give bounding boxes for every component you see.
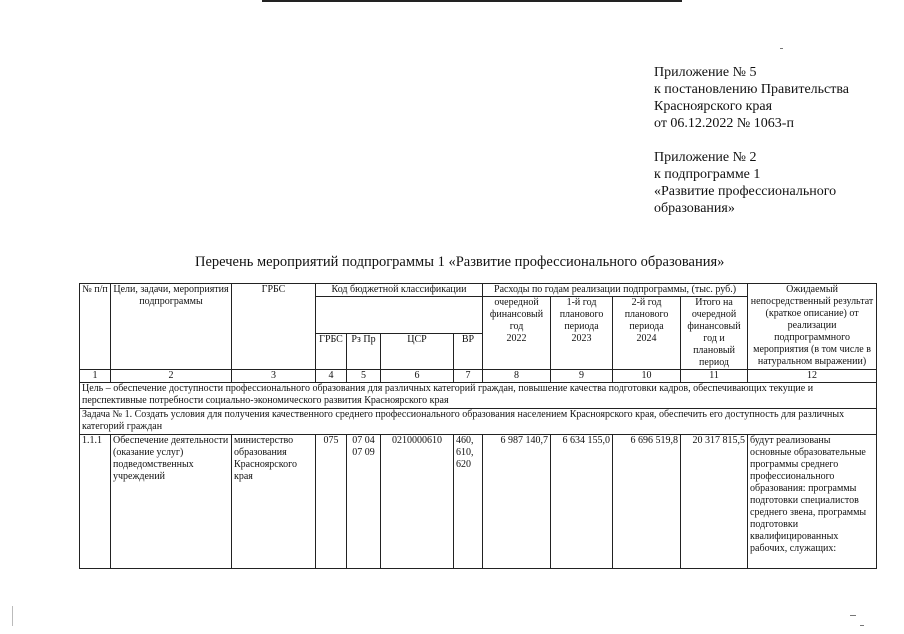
row-num: 1.1.1 (80, 435, 111, 569)
scan-speck (780, 48, 783, 49)
header-next-year-label: очередной финансовый год (489, 297, 544, 332)
row-result: будут реализованы основные образовательные программы среднего профессионального образования: программы подготовки специалистов среднего звена, программы подготовки квалифицированных рабочих, служащих: (748, 435, 877, 569)
annex-5-line: Приложение № 5 (654, 65, 757, 80)
header-year-2024: 2024 (636, 333, 657, 344)
row-csr: 0210000610 (381, 435, 454, 569)
header-grbs: ГРБС (232, 284, 316, 370)
col-number: 4 (316, 370, 347, 383)
header-plan-2-label: 2-й год планового периода (624, 297, 669, 332)
header-plan-2 (613, 297, 681, 370)
header-budget-code: Код бюджетной классификации (316, 284, 483, 297)
header-code-grbs: ГРБС (316, 334, 347, 370)
goal-text: Цель – обеспечение доступности профессионального образования для различных категорий граждан, повышение качества подготовки кадров, обеспечивающих текущие и перспективные потребности социально-экономического развития Красноярского края (80, 383, 877, 409)
scan-speck (860, 625, 864, 626)
row-grbs-code: 075 (316, 435, 347, 569)
measures-table (79, 283, 877, 569)
document-title: Перечень мероприятий подпрограммы 1 «Развитие профессионального образования» (195, 254, 725, 270)
annex-2-line: образования» (654, 201, 735, 216)
annex-5-line: к постановлению Правительства (654, 82, 850, 97)
table-row (80, 435, 877, 569)
annex-2-block (654, 149, 836, 217)
annex-2-line: Приложение № 2 (654, 150, 757, 165)
annex-5-line: от 06.12.2022 № 1063-п (654, 116, 794, 131)
row-vr: 460, 610, 620 (454, 435, 483, 569)
annex-5-line: Красноярского края (654, 99, 773, 114)
row-amount-2023: 6 634 155,0 (551, 435, 613, 569)
scan-speck (850, 615, 856, 616)
row-grbs-name: министерство образования Красноярского края (232, 435, 316, 569)
col-number: 9 (551, 370, 613, 383)
header-expenses: Расходы по годам реализации подпрограммы, (тыс. руб.) (483, 284, 748, 297)
col-number: 3 (232, 370, 316, 383)
header-code-vr: ВР (454, 334, 483, 370)
col-number: 8 (483, 370, 551, 383)
scan-edge-line (262, 0, 682, 2)
row-amount-2022: 6 987 140,7 (483, 435, 551, 569)
col-number: 5 (347, 370, 381, 383)
row-amount-total: 20 317 815,5 (681, 435, 748, 569)
annex-2-line: к подпрограмме 1 (654, 167, 761, 182)
header-code-rzpr: Рз Пр (347, 334, 381, 370)
row-rzpr: 07 04 07 09 (347, 435, 381, 569)
header-next-year (483, 297, 551, 370)
column-number-row (80, 370, 877, 383)
header-num: № п/п (80, 284, 111, 370)
annex-5-block (654, 64, 849, 132)
col-number: 11 (681, 370, 748, 383)
header-plan-1-label: 1-й год планового периода (559, 297, 604, 332)
col-number: 12 (748, 370, 877, 383)
header-year-2022: 2022 (506, 333, 527, 344)
header-total: Итого на очередной финансовый год и плановый период (681, 297, 748, 370)
task-row (80, 409, 877, 435)
header-code-csr: ЦСР (381, 334, 454, 370)
annex-2-line: «Развитие профессионального (654, 184, 837, 199)
col-number: 10 (613, 370, 681, 383)
row-amount-2024: 6 696 519,8 (613, 435, 681, 569)
header-result: Ожидаемый непосредственный результат (краткое описание) от реализации подпрограммного мероприятия (в том числе в натуральном выражении) (748, 284, 877, 370)
header-budget-code-blank (316, 297, 483, 334)
row-name: Обеспечение деятельности (оказание услуг) подведомственных учреждений (111, 435, 232, 569)
col-number: 2 (111, 370, 232, 383)
task-text: Задача № 1. Создать условия для получения качественного среднего профессионального образования населением Красноярского края, обеспечить его доступность для различных категорий граждан (80, 409, 877, 435)
header-plan-1 (551, 297, 613, 370)
col-number: 1 (80, 370, 111, 383)
header-goals: Цели, задачи, мероприятия подпрограммы (111, 284, 232, 370)
header-year-2023: 2023 (571, 333, 592, 344)
scan-edge-mark (12, 606, 13, 626)
goal-row (80, 383, 877, 409)
col-number: 6 (381, 370, 454, 383)
col-number: 7 (454, 370, 483, 383)
